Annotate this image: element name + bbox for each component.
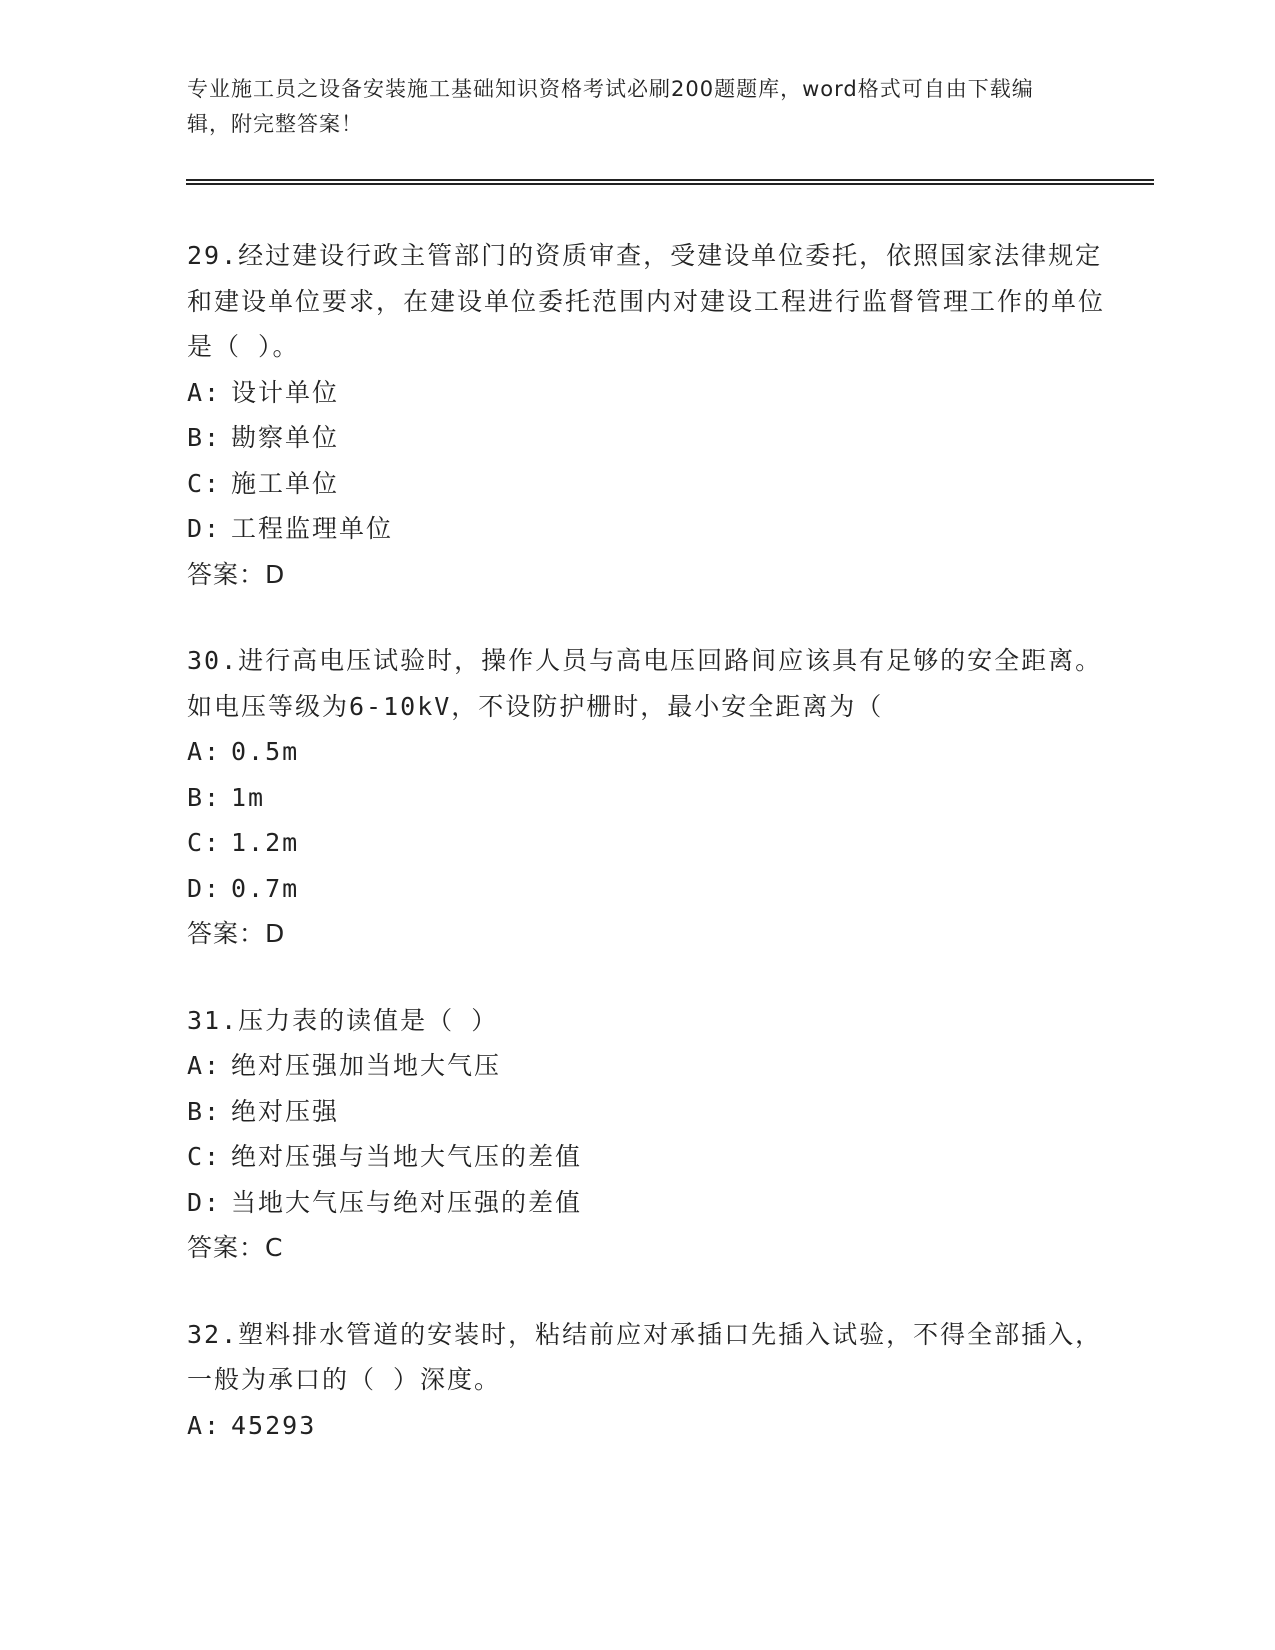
question-31 — [187, 998, 1117, 1271]
option-text: 设计单位 — [231, 377, 340, 407]
option-a — [187, 1043, 1117, 1089]
question-30 — [187, 638, 1117, 957]
option-text: 1.2m — [231, 828, 300, 857]
option-letter: D: — [187, 873, 222, 903]
header-text: 专业施工员之设备安装施工基础知识资格考试必刷200题题库，word格式可自由下载编辑，附完整答案！ — [187, 77, 1034, 136]
option-b — [187, 415, 1117, 461]
document-header — [187, 72, 1067, 142]
question-32 — [187, 1312, 1117, 1449]
question-list — [187, 233, 1117, 1489]
question-stem: 32.塑料排水管道的安装时，粘结前应对承插口先插入试验，不得全部插入，一般为承口的（ ）深度。 — [187, 1319, 1103, 1394]
option-text: 绝对压强加当地大气压 — [231, 1051, 502, 1080]
option-b — [187, 1089, 1117, 1135]
answer-line: 答案：C — [187, 1233, 284, 1262]
option-text: 当地大气压与绝对压强的差值 — [231, 1187, 583, 1217]
option-text: 0.5m — [231, 737, 300, 766]
question-stem: 29.经过建设行政主管部门的资质审查，受建设单位委托，依照国家法律规定和建设单位要求，在建设单位委托范围内对建设工程进行监督管理工作的单位是（ ）。 — [187, 241, 1106, 361]
option-letter: A: — [187, 377, 222, 407]
question-stem: 30.进行高电压试验时，操作人员与高电压回路间应该具有足够的安全距离。如电压等级为6-10kV，不设防护栅时，最小安全距离为（ — [187, 646, 1103, 721]
option-letter: B: — [187, 423, 222, 452]
option-text: 1m — [231, 782, 266, 812]
option-letter: A: — [187, 1410, 222, 1440]
option-letter: A: — [187, 737, 222, 766]
option-text: 勘察单位 — [231, 423, 340, 452]
option-c — [187, 1134, 1117, 1180]
question-stem: 31.压力表的读值是（ ） — [187, 1005, 499, 1035]
option-letter: B: — [187, 782, 222, 812]
option-letter: D: — [187, 514, 222, 543]
option-a — [187, 1403, 1117, 1449]
option-text: 绝对压强与当地大气压的差值 — [231, 1142, 583, 1171]
option-d — [187, 506, 1117, 552]
option-d — [187, 866, 1117, 912]
option-c — [187, 461, 1117, 507]
option-c — [187, 820, 1117, 866]
option-text: 工程监理单位 — [231, 514, 394, 543]
option-letter: C: — [187, 1142, 222, 1171]
option-a — [187, 729, 1117, 775]
option-d — [187, 1180, 1117, 1226]
option-text: 0.7m — [231, 873, 300, 903]
option-text: 45293 — [231, 1410, 317, 1440]
option-letter: C: — [187, 468, 222, 498]
option-letter: C: — [187, 828, 222, 857]
option-letter: A: — [187, 1051, 222, 1080]
answer-line: 答案：D — [187, 559, 286, 589]
option-a — [187, 370, 1117, 416]
answer-line: 答案：D — [187, 919, 286, 948]
option-letter: B: — [187, 1096, 222, 1126]
option-b — [187, 775, 1117, 821]
question-29 — [187, 233, 1117, 597]
option-text: 施工单位 — [231, 468, 340, 498]
option-text: 绝对压强 — [231, 1096, 340, 1126]
option-letter: D: — [187, 1187, 222, 1217]
header-divider — [186, 179, 1154, 185]
